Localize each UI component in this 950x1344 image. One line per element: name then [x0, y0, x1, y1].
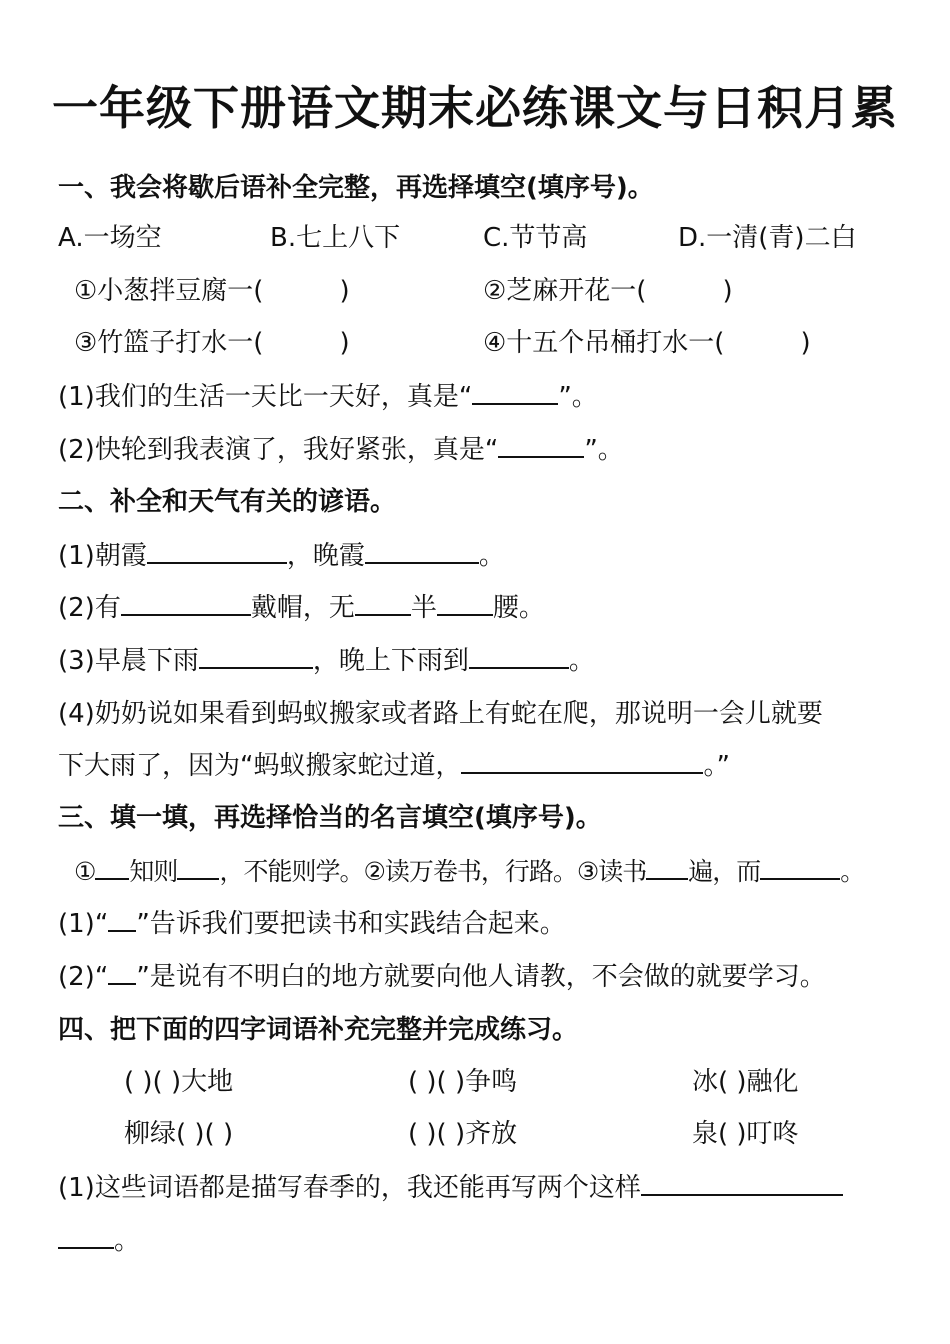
word-item-6: 泉( )叮咚 [692, 1119, 799, 1149]
proverb-item-1: ①小葱拌豆腐一( ) [74, 276, 350, 306]
proverb-item-4: ④十五个吊桶打水一( ) [483, 328, 811, 358]
word-item-2: ( )( )争鸣 [408, 1067, 518, 1097]
option-b: B.七上八下 [270, 223, 401, 253]
quotes-line: ① 知则 ，不能则学。②读万卷书，行路。③读书 遍，而 。 [74, 852, 864, 892]
answer-blank[interactable] [95, 852, 129, 880]
answer-blank[interactable] [58, 1221, 114, 1249]
answer-blank[interactable] [121, 588, 251, 616]
s1-question-1: (1)我们的生活一天比一天好，真是“ ”。 [58, 377, 598, 417]
s2-question-4-line-1: (4)奶奶说如果看到蚂蚁搬家或者路上有蛇在爬，那说明一会儿就要 [58, 699, 823, 729]
s2-question-1: (1)朝霞 ，晚霞 。 [58, 536, 505, 576]
word-item-3: 冰( )融化 [692, 1067, 799, 1097]
section-1-heading: 一、我会将歇后语补全完整，再选择填空(填序号)。 [58, 173, 654, 203]
proverb-item-2: ②芝麻开花一( ) [483, 276, 733, 306]
answer-blank[interactable] [199, 641, 313, 669]
answer-blank[interactable] [177, 852, 219, 880]
option-a: A.一场空 [58, 223, 162, 253]
s4-question-1: (1)这些词语都是描写春季的，我还能再写两个这样 [58, 1168, 843, 1208]
word-item-4: 柳绿( )( ) [124, 1119, 234, 1149]
answer-blank[interactable] [760, 852, 840, 880]
answer-blank[interactable] [472, 377, 558, 405]
answer-blank[interactable] [365, 536, 479, 564]
s4-question-1-cont: 。 [58, 1221, 140, 1261]
answer-blank[interactable] [355, 588, 411, 616]
option-d: D.一清(青)二白 [678, 223, 857, 253]
section-3-heading: 三、填一填，再选择恰当的名言填空(填序号)。 [58, 803, 602, 833]
answer-blank[interactable] [498, 430, 584, 458]
s2-question-2: (2)有 戴帽，无 半 腰。 [58, 588, 545, 628]
proverb-item-3: ③竹篮子打水一( ) [74, 328, 350, 358]
answer-blank[interactable] [108, 957, 136, 985]
answer-blank[interactable] [461, 746, 703, 774]
s2-question-4-line-2: 下大雨了，因为“蚂蚁搬家蛇过道， 。” [58, 746, 730, 786]
section-2-heading: 二、补全和天气有关的谚语。 [58, 487, 397, 517]
s3-question-2: (2)“ ”是说有不明白的地方就要向他人请教，不会做的就要学习。 [58, 957, 826, 997]
answer-blank[interactable] [147, 536, 287, 564]
page-title: 一年级下册语文期末必练课文与日积月累 [52, 81, 898, 135]
answer-blank[interactable] [641, 1168, 843, 1196]
answer-blank[interactable] [469, 641, 569, 669]
s3-question-1: (1)“ ”告诉我们要把读书和实践结合起来。 [58, 904, 566, 944]
word-item-5: ( )( )齐放 [408, 1119, 518, 1149]
option-c: C.节节高 [483, 223, 588, 253]
s2-question-3: (3)早晨下雨 ，晚上下雨到 。 [58, 641, 595, 681]
word-item-1: ( )( )大地 [124, 1067, 234, 1097]
answer-blank[interactable] [646, 852, 688, 880]
answer-blank[interactable] [437, 588, 493, 616]
section-4-heading: 四、把下面的四字词语补充完整并完成练习。 [58, 1015, 579, 1045]
answer-blank[interactable] [108, 904, 136, 932]
s1-question-2: (2)快轮到我表演了，我好紧张，真是“ ”。 [58, 430, 624, 470]
